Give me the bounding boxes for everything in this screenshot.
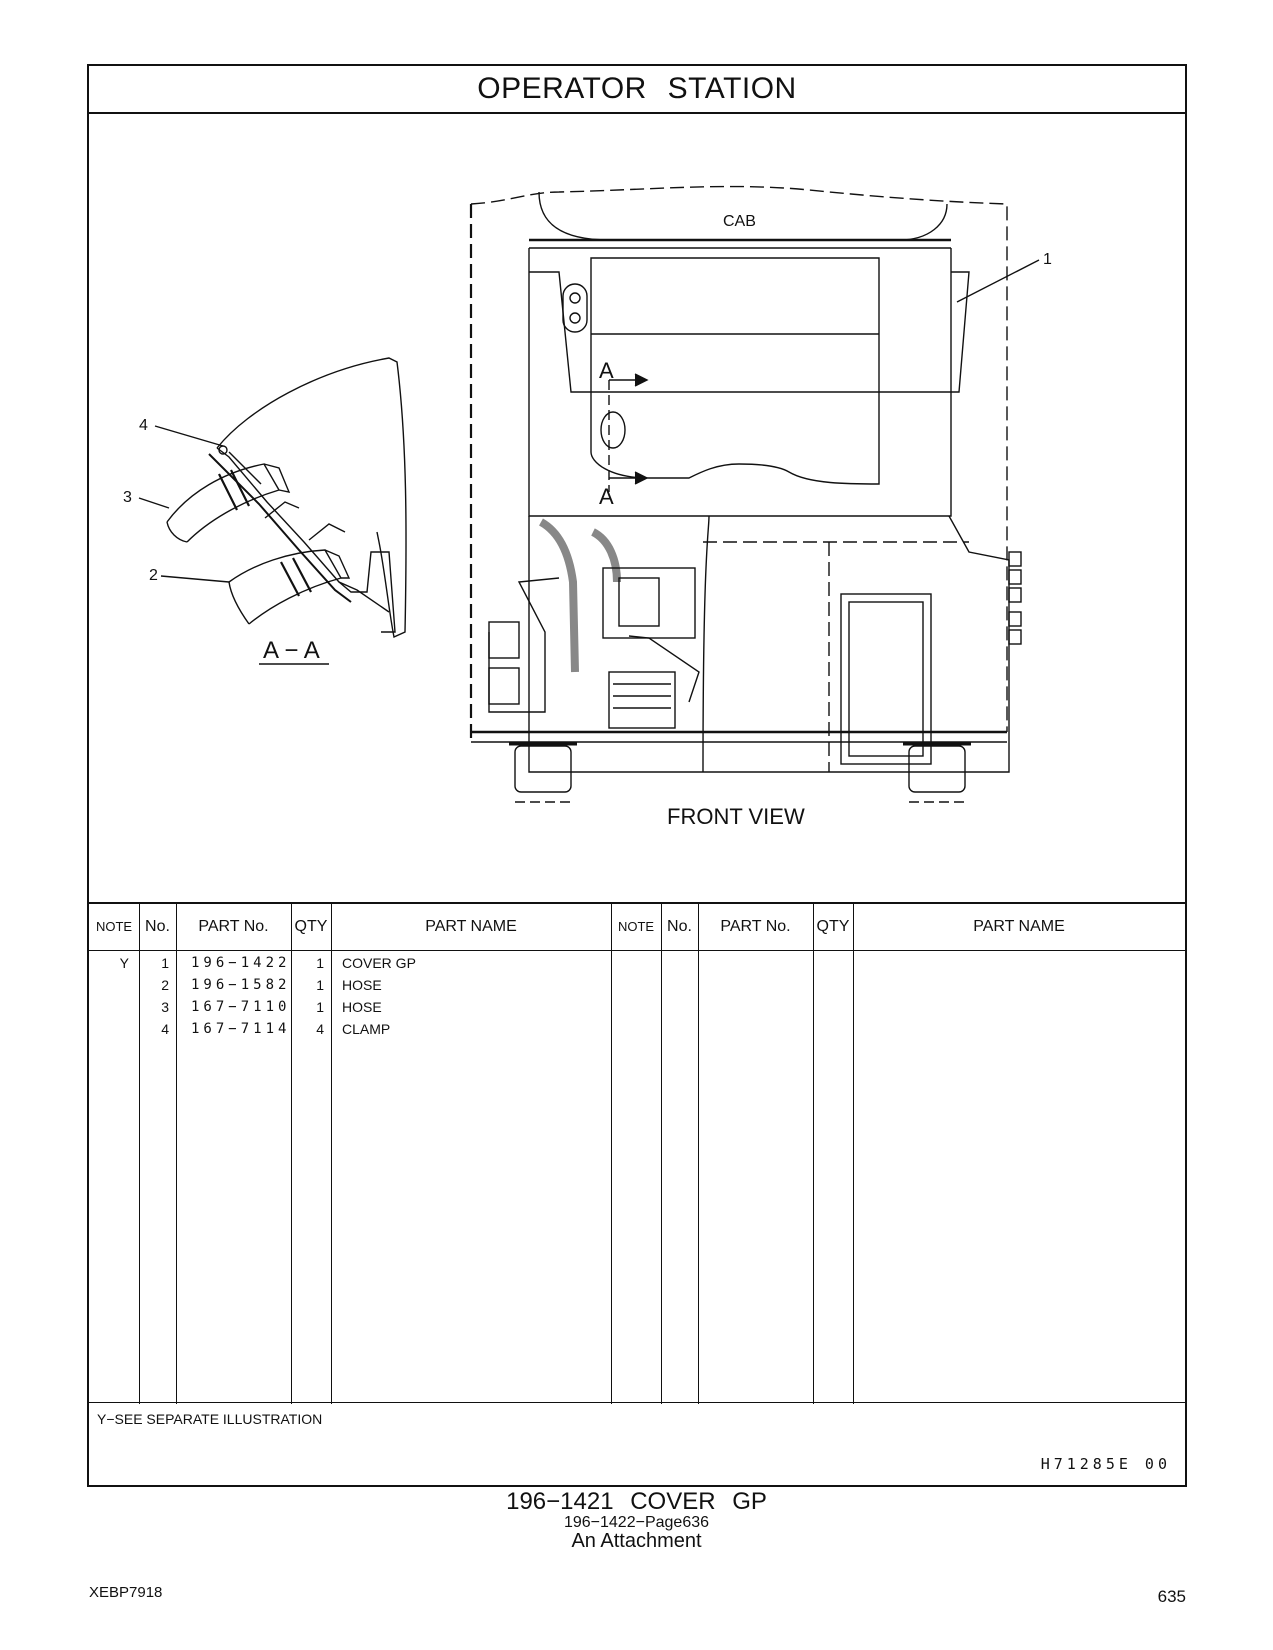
callout-label: 2 (149, 567, 158, 584)
column-divider (853, 904, 854, 1404)
callout-label: 3 (123, 489, 132, 506)
parts-illustration (89, 112, 1185, 902)
document-id: XEBP7918 (89, 1584, 163, 1601)
section-label: A − A (263, 637, 320, 664)
section-a-a-detail (139, 358, 406, 637)
row-no: 1 (161, 955, 169, 971)
footnote-area (89, 1402, 1185, 1488)
col-header-part-no: PART No. (720, 918, 791, 935)
front-view-label: FRONT VIEW (667, 804, 805, 829)
section-marker: A (599, 484, 614, 509)
footnote: Y−SEE SEPARATE ILLUSTRATION (97, 1411, 323, 1427)
column-divider (813, 904, 814, 1404)
row-part-name: HOSE (342, 977, 382, 993)
row-qty: 4 (316, 1021, 324, 1037)
caption-attachment: An Attachment (571, 1530, 702, 1552)
caption-page-ref: 196−1422−Page636 (563, 1514, 710, 1531)
header-divider (89, 950, 1185, 951)
row-no: 3 (161, 999, 169, 1015)
col-header-part-name: PART NAME (425, 918, 517, 935)
row-qty: 1 (316, 999, 324, 1015)
column-divider (698, 904, 699, 1404)
row-part-name: HOSE (342, 999, 382, 1015)
row-no: 4 (161, 1021, 169, 1037)
row-note: Y (119, 955, 129, 971)
col-header-part-no: PART No. (198, 918, 269, 935)
row-part-name: CLAMP (342, 1021, 391, 1037)
col-header-no: No. (667, 918, 692, 935)
col-header-qty: QTY (816, 918, 850, 935)
illustration-code: H71285E 00 (1040, 1455, 1171, 1473)
row-note (89, 996, 129, 1018)
column-divider (661, 904, 662, 1404)
col-header-part-name: PART NAME (973, 918, 1065, 935)
row-part-no: 167−7110 (191, 999, 291, 1015)
callout-label: 1 (1043, 251, 1052, 268)
row-qty: 1 (316, 955, 324, 971)
column-divider (176, 904, 177, 1404)
col-header-qty: QTY (294, 918, 328, 935)
col-header-note: NOTE (95, 919, 133, 934)
row-part-name: COVER GP (342, 955, 416, 971)
front-view-drawing (471, 187, 1039, 802)
row-note (89, 1018, 129, 1040)
row-qty: 1 (316, 977, 324, 993)
row-note (89, 974, 129, 996)
page-title: OPERATOR STATION (89, 66, 1185, 114)
page-number: 635 (1157, 1587, 1186, 1606)
column-divider (331, 904, 332, 1404)
col-header-note: NOTE (617, 919, 655, 934)
column-divider (611, 904, 612, 1404)
callout-label: 4 (139, 417, 148, 434)
row-part-no: 196−1422 (191, 955, 291, 971)
row-part-no: 167−7114 (191, 1021, 291, 1037)
row-no: 2 (161, 977, 169, 993)
page-frame (87, 64, 1187, 1487)
caption-group-title: 196−1421 COVER GP (506, 1488, 767, 1515)
row-part-no: 196−1582 (191, 977, 291, 993)
section-marker: A (599, 358, 614, 383)
col-header-no: No. (145, 918, 170, 935)
cab-label: CAB (723, 213, 756, 230)
parts-table (89, 902, 1185, 1404)
